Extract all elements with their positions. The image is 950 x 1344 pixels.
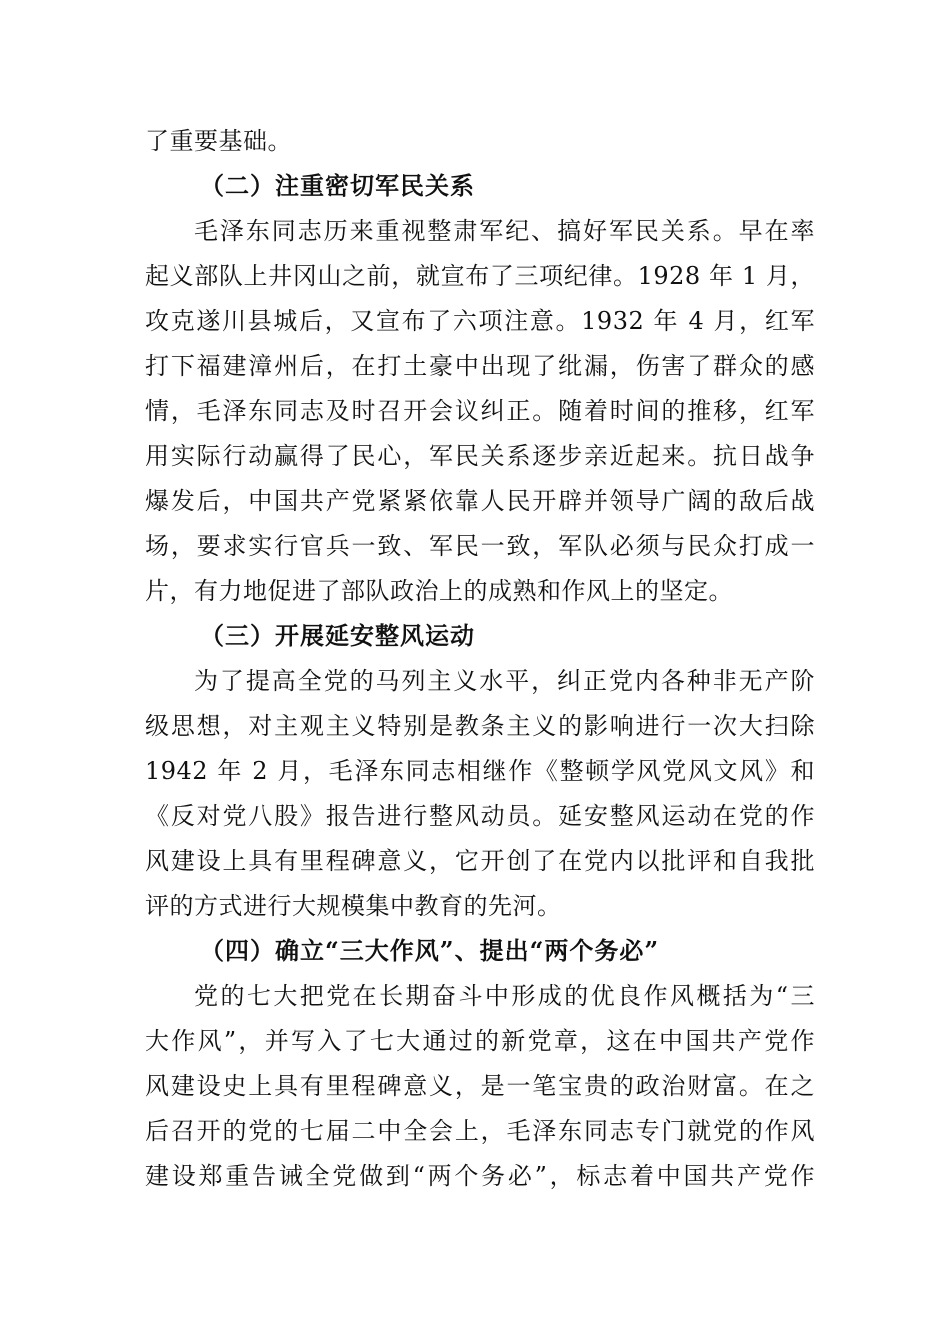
paragraph-line: 级思想，对主观主义特别是教条主义的影响进行一次大扫除 xyxy=(145,712,815,740)
paragraph-line: 为了提高全党的马列主义水平，纠正党内各种非无产阶 xyxy=(194,667,815,695)
section-heading: （二）注重密切军民关系 xyxy=(200,171,475,200)
paragraph-line: 毛泽东同志历来重视整肃军纪、搞好军民关系。早在率 xyxy=(194,217,815,245)
paragraph-line: 风建设史上具有里程碑意义，是一笔宝贵的政治财富。在之 xyxy=(145,1072,815,1100)
section-heading: （三）开展延安整风运动 xyxy=(200,621,475,650)
paragraph-line: 爆发后，中国共产党紧紧依靠人民开辟并领导广阔的敌后战 xyxy=(145,487,815,515)
paragraph-line: 攻克遂川县城后，又宣布了六项注意。1932 年 4 月，红军 xyxy=(145,307,815,335)
paragraph-line: 情，毛泽东同志及时召开会议纠正。随着时间的推移，红军 xyxy=(145,397,815,425)
paragraph-line: 1942 年 2 月，毛泽东同志相继作《整顿学风党风文风》和 xyxy=(145,757,815,785)
paragraph-line: 评的方式进行大规模集中教育的先河。 xyxy=(145,892,562,920)
paragraph-line: 建设郑重告诫全党做到“两个务必”，标志着中国共产党作 xyxy=(145,1162,815,1190)
paragraph-line: 了重要基础。 xyxy=(145,127,292,155)
paragraph-line: 场，要求实行官兵一致、军民一致，军队必须与民众打成一 xyxy=(145,532,815,560)
paragraph-line: 打下福建漳州后，在打土豪中出现了纰漏，伤害了群众的感 xyxy=(145,352,815,380)
paragraph-line: 风建设上具有里程碑意义，它开创了在党内以批评和自我批 xyxy=(145,847,815,875)
paragraph-line: 大作风”，并写入了七大通过的新党章，这在中国共产党作 xyxy=(145,1027,815,1055)
paragraph-line: 党的七大把党在长期奋斗中形成的优良作风概括为“三 xyxy=(194,982,815,1010)
paragraph-line: 起义部队上井冈山之前，就宣布了三项纪律。1928 年 1 月， xyxy=(145,262,815,290)
paragraph-line: 后召开的党的七届二中全会上，毛泽东同志专门就党的作风 xyxy=(145,1117,815,1145)
section-heading: （四）确立“三大作风”、提出“两个务必” xyxy=(200,936,660,965)
paragraph-line: 片，有力地促进了部队政治上的成熟和作风上的坚定。 xyxy=(145,577,733,605)
paragraph-line: 用实际行动赢得了民心，军民关系逐步亲近起来。抗日战争 xyxy=(145,442,815,470)
paragraph-line: 《反对党八股》报告进行整风动员。延安整风运动在党的作 xyxy=(145,802,815,830)
